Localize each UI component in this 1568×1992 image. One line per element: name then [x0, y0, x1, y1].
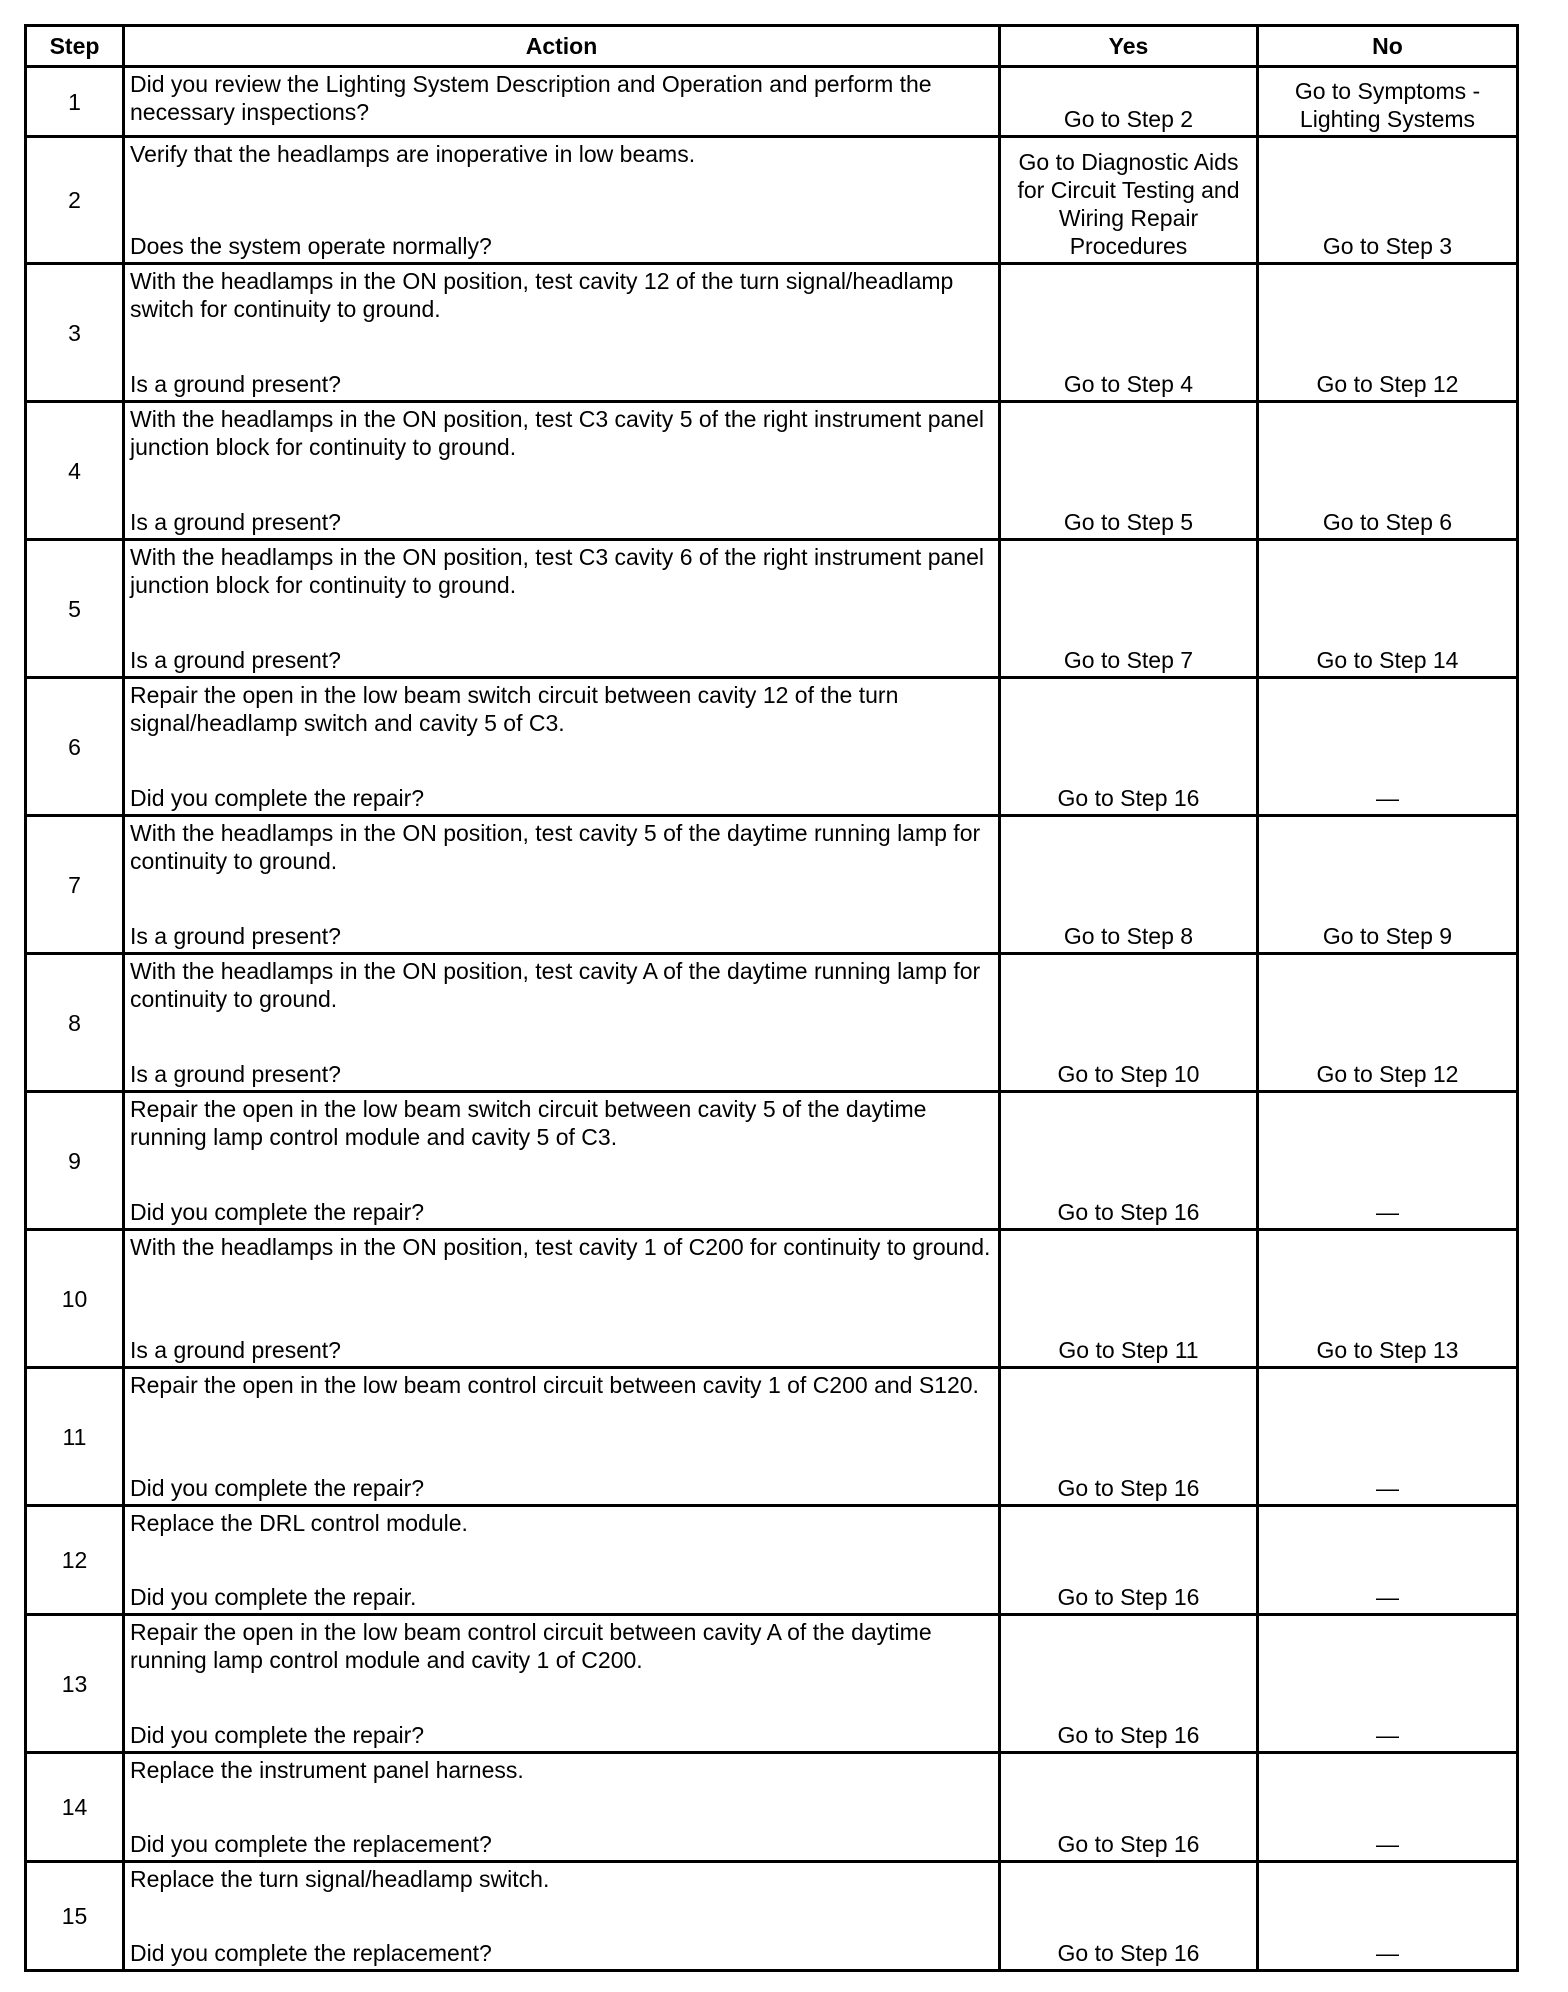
- action-question: Is a ground present?: [130, 371, 341, 397]
- action-cell: [124, 402, 1000, 540]
- action-question: Did you complete the repair?: [130, 1199, 425, 1225]
- action-text: With the headlamps in the ON position, test C3 cavity 6 of the right instrument panel junction block for continuity to ground.: [130, 544, 984, 598]
- step-number: 6: [26, 678, 124, 816]
- no-cell: —: [1258, 678, 1518, 816]
- no-cell: —: [1258, 1092, 1518, 1230]
- action-text: With the headlamps in the ON position, test cavity A of the daytime running lamp for continuity to ground.: [130, 958, 981, 1012]
- step-number: 1: [26, 67, 124, 137]
- step-number: 12: [26, 1506, 124, 1615]
- action-text: Repair the open in the low beam switch circuit between cavity 12 of the turn signal/headlamp switch and cavity 5 of C3.: [130, 682, 899, 736]
- yes-cell: Go to Step 2: [1000, 67, 1258, 137]
- no-cell: —: [1258, 1615, 1518, 1753]
- no-cell: —: [1258, 1368, 1518, 1506]
- table-row: [26, 67, 1518, 137]
- no-cell: Go to Step 3: [1258, 137, 1518, 264]
- no-cell: Go to Step 9: [1258, 816, 1518, 954]
- no-cell: Go to Symptoms - Lighting Systems: [1258, 67, 1518, 137]
- no-cell: Go to Step 12: [1258, 264, 1518, 402]
- yes-cell: Go to Step 10: [1000, 954, 1258, 1092]
- table-row: [26, 540, 1518, 678]
- no-cell: Go to Step 13: [1258, 1230, 1518, 1368]
- action-cell: [124, 1506, 1000, 1615]
- action-cell: [124, 1230, 1000, 1368]
- action-text: With the headlamps in the ON position, test C3 cavity 5 of the right instrument panel junction block for continuity to ground.: [130, 406, 984, 460]
- step-number: 3: [26, 264, 124, 402]
- step-number: 11: [26, 1368, 124, 1506]
- step-number: 15: [26, 1862, 124, 1971]
- yes-cell: Go to Step 8: [1000, 816, 1258, 954]
- no-cell: Go to Step 14: [1258, 540, 1518, 678]
- action-question: Did you complete the repair?: [130, 785, 425, 811]
- yes-cell: Go to Step 5: [1000, 402, 1258, 540]
- action-question: Did you complete the replacement?: [130, 1831, 492, 1857]
- action-cell: [124, 678, 1000, 816]
- action-cell: [124, 816, 1000, 954]
- no-cell: —: [1258, 1753, 1518, 1862]
- table-row: [26, 264, 1518, 402]
- no-cell: —: [1258, 1862, 1518, 1971]
- action-question: Did you complete the repair?: [130, 1722, 425, 1748]
- no-cell: Go to Step 12: [1258, 954, 1518, 1092]
- action-question: Is a ground present?: [130, 923, 341, 949]
- action-cell: [124, 1862, 1000, 1971]
- header-action: Action: [124, 26, 1000, 67]
- action-text: Replace the turn signal/headlamp switch.: [130, 1866, 550, 1892]
- action-text: Replace the DRL control module.: [130, 1510, 468, 1536]
- step-number: 13: [26, 1615, 124, 1753]
- table-row: [26, 954, 1518, 1092]
- action-text: Repair the open in the low beam control circuit between cavity 1 of C200 and S120.: [130, 1372, 979, 1398]
- action-question: Does the system operate normally?: [130, 233, 492, 259]
- table-row: [26, 137, 1518, 264]
- table-row: [26, 1862, 1518, 1971]
- yes-cell: Go to Step 16: [1000, 1753, 1258, 1862]
- yes-cell: Go to Step 16: [1000, 678, 1258, 816]
- diagnostic-table: [24, 24, 1519, 1972]
- step-number: 9: [26, 1092, 124, 1230]
- action-text: With the headlamps in the ON position, test cavity 12 of the turn signal/headlamp switch for continuity to ground.: [130, 268, 954, 322]
- yes-cell: Go to Step 16: [1000, 1862, 1258, 1971]
- table-row: [26, 1092, 1518, 1230]
- header-yes: Yes: [1000, 26, 1258, 67]
- action-cell: [124, 137, 1000, 264]
- step-number: 2: [26, 137, 124, 264]
- table-row: [26, 1753, 1518, 1862]
- yes-cell: Go to Step 4: [1000, 264, 1258, 402]
- action-text: Repair the open in the low beam control circuit between cavity A of the daytime running lamp control module and cavity 1 of C200.: [130, 1619, 932, 1673]
- step-number: 7: [26, 816, 124, 954]
- action-question: Is a ground present?: [130, 1337, 341, 1363]
- no-cell: —: [1258, 1506, 1518, 1615]
- yes-cell: Go to Step 16: [1000, 1092, 1258, 1230]
- yes-cell: Go to Step 7: [1000, 540, 1258, 678]
- table-row: [26, 1230, 1518, 1368]
- table-row: [26, 402, 1518, 540]
- action-cell: [124, 540, 1000, 678]
- action-cell: [124, 954, 1000, 1092]
- action-text: Verify that the headlamps are inoperative in low beams.: [130, 141, 696, 167]
- action-question: Did you complete the repair?: [130, 1475, 425, 1501]
- step-number: 14: [26, 1753, 124, 1862]
- action-question: Did you complete the replacement?: [130, 1940, 492, 1966]
- action-text: With the headlamps in the ON position, test cavity 5 of the daytime running lamp for continuity to ground.: [130, 820, 981, 874]
- action-cell: [124, 1753, 1000, 1862]
- table-row: [26, 1615, 1518, 1753]
- no-cell: Go to Step 6: [1258, 402, 1518, 540]
- action-text: With the headlamps in the ON position, test cavity 1 of C200 for continuity to ground.: [130, 1234, 991, 1260]
- yes-cell: Go to Step 16: [1000, 1506, 1258, 1615]
- yes-cell: Go to Step 11: [1000, 1230, 1258, 1368]
- step-number: 10: [26, 1230, 124, 1368]
- action-text: Did you review the Lighting System Description and Operation and perform the necessary inspections?: [130, 71, 932, 125]
- header-no: No: [1258, 26, 1518, 67]
- step-number: 5: [26, 540, 124, 678]
- action-question: Is a ground present?: [130, 509, 341, 535]
- action-cell: [124, 264, 1000, 402]
- action-text: Repair the open in the low beam switch circuit between cavity 5 of the daytime running lamp control module and cavity 5 of C3.: [130, 1096, 927, 1150]
- table-row: [26, 1368, 1518, 1506]
- action-cell: [124, 1615, 1000, 1753]
- header-row: [26, 26, 1518, 67]
- yes-cell: Go to Diagnostic Aids for Circuit Testing and Wiring Repair Procedures: [1000, 137, 1258, 264]
- action-cell: [124, 67, 1000, 137]
- step-number: 8: [26, 954, 124, 1092]
- yes-cell: Go to Step 16: [1000, 1615, 1258, 1753]
- action-question: Did you complete the repair.: [130, 1584, 417, 1610]
- header-step: Step: [26, 26, 124, 67]
- action-question: Is a ground present?: [130, 647, 341, 673]
- yes-cell: Go to Step 16: [1000, 1368, 1258, 1506]
- action-cell: [124, 1368, 1000, 1506]
- table-row: [26, 1506, 1518, 1615]
- table-row: [26, 678, 1518, 816]
- action-cell: [124, 1092, 1000, 1230]
- step-number: 4: [26, 402, 124, 540]
- table-row: [26, 816, 1518, 954]
- action-text: Replace the instrument panel harness.: [130, 1757, 524, 1783]
- action-question: Is a ground present?: [130, 1061, 341, 1087]
